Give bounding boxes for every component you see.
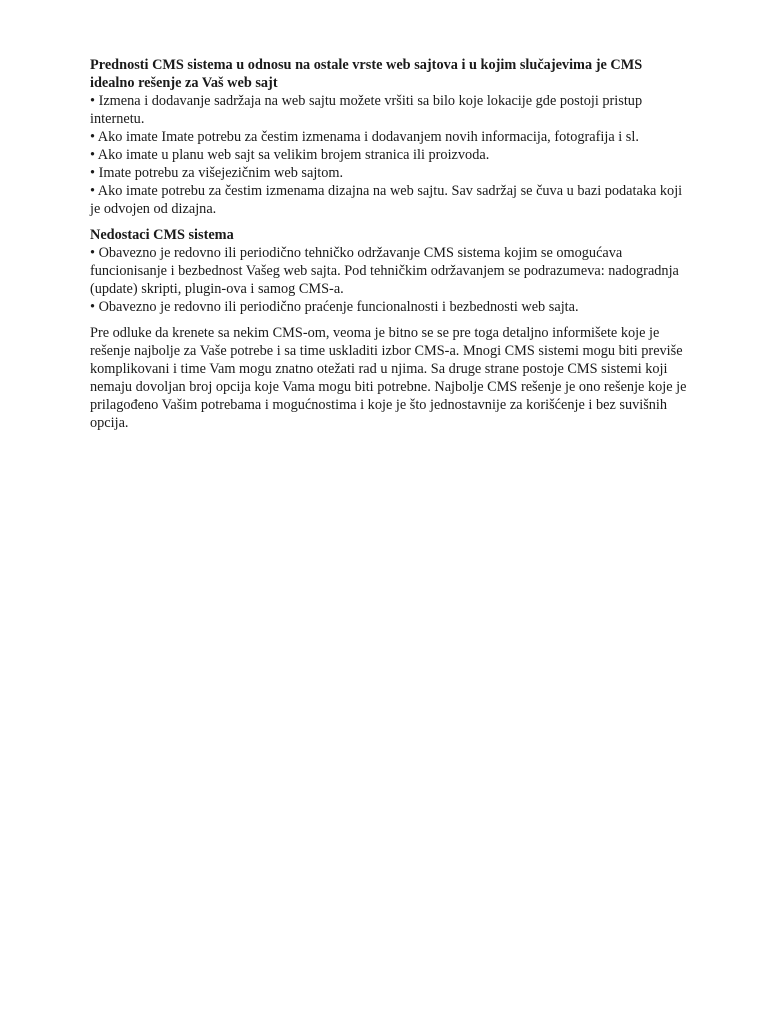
closing-paragraph: Pre odluke da krenete sa nekim CMS-om, veoma je bitno se se pre toga detaljno informišete koje je rešenje najbolje za Vaše potrebe i sa time uskladiti izbor CMS-a. Mnogi CMS sistemi mogu biti previše komplikovani i time Vam mogu znatno otežati rad u njima. Sa druge strane postoje CMS sistemi koji nemaju dovoljan broj opcija koje Vama mogu biti potrebne. Najbolje CMS rešenje je ono rešenje koje je prilagođeno Vašim potrebama i mogućnostima i koje je što jednostavnije za korišćenje i bez suvišnih opcija. [90,325,687,431]
document-page [90,56,690,432]
list-item: • Imate potrebu za višejezičnim web sajtom. [90,165,344,181]
list-item: • Ako imate potrebu za čestim izmenama dizajna na web sajtu. Sav sadržaj se čuva u bazi podataka koji je odvojen od dizajna. [90,183,683,217]
list-item: • Izmena i dodavanje sadržaja na web sajtu možete vršiti sa bilo koje lokacije gde postoji pristup internetu. [90,93,643,127]
section-heading-advantages: Prednosti CMS sistema u odnosu na ostale vrste web sajtova i u kojim slučajevima je CMS idealno rešenje za Vaš web sajt [90,57,643,91]
list-item: • Obavezno je redovno ili periodično tehničko održavanje CMS sistema kojim se omogućava funcionisanje i bezbednost Vašeg web sajta. Pod tehničkim održavanjem se podrazumeva: nadogradnja (update) skripti, plugin-ova i samog CMS-a. [90,245,679,297]
list-item: • Ako imate u planu web sajt sa velikim brojem stranica ili proizvoda. [90,147,490,163]
section-heading-disadvantages: Nedostaci CMS sistema [90,227,234,243]
list-item: • Ako imate Imate potrebu za čestim izmenama i dodavanjem novih informacija, fotografija i sl. [90,129,639,145]
list-item: • Obavezno je redovno ili periodično praćenje funcionalnosti i bezbednosti web sajta. [90,299,579,315]
